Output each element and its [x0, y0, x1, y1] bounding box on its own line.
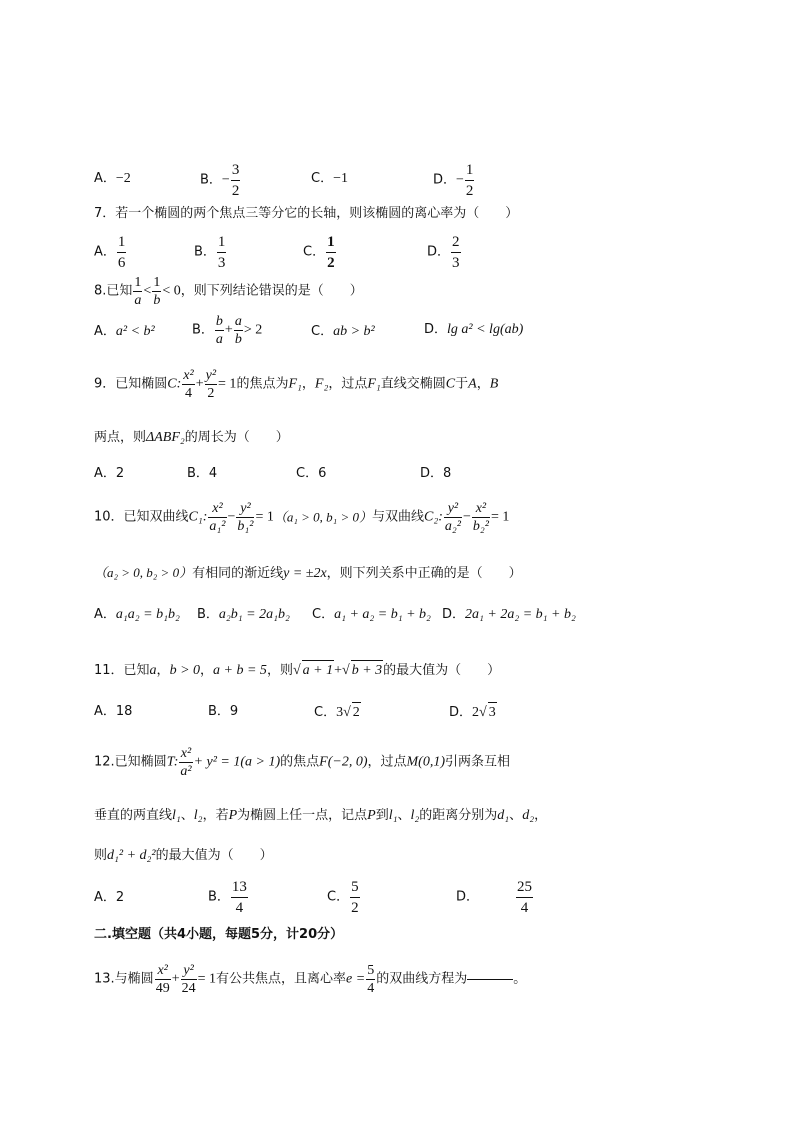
q8-option-a: A．a² < b²: [94, 324, 155, 339]
q8-option-d: D．lg a² < lg(ab): [424, 322, 524, 337]
q7-option-c: C． $\frac{1}{2}$: [303, 234, 335, 271]
q12-stem-line3: 则d₁² + d₂²的最大值为（ ）: [94, 848, 273, 863]
q13-answer-blank[interactable]: [467, 979, 513, 980]
q10-stem-line2: （a₂ > 0, b₂ > 0）有相同的渐近线y = ±2x，则下列关系中正确的是（ ）: [94, 565, 522, 581]
q9-option-c: C．6: [296, 466, 327, 481]
q8-stem: 8.已知 $\frac{1}{a}$ < $\frac{1}{b}$ < 0，则下列结论错误的是（ ）: [94, 275, 363, 308]
q7-stem: 7．若一个椭圆的两个焦点三等分它的长轴，则该椭圆的离心率为（ ）: [94, 206, 519, 221]
q11-option-b: B．9: [208, 704, 239, 719]
q7-option-a: A． $\frac{1}{6}$: [94, 234, 126, 271]
q10-option-b: B．a₂b₁ = 2a₁b₂: [197, 607, 290, 622]
q6-option-a: A．−2: [94, 171, 131, 186]
q6-option-b: B．− $\frac{3}{2}$: [200, 162, 240, 199]
q10-stem-line1: 10．已知双曲线C₁: $\frac{\text{x²}}{\text{a₁²}}$ − $\frac{\text{y²}}{\text{b₁²}}$ = 1（a₁ > 0, b₁ > 0）与双曲线C₂: $\frac{\text{y²}}{\text{a₂²}}$ − $\frac{\text{x²}}{\text{b₂²}}$ = 1: [94, 501, 510, 534]
q12-stem-line2: 垂直的两直线l₁、l₂，若P为椭圆上任一点，记点P到l₁、l₂的距离分别为d₁、d₂，: [94, 808, 548, 823]
q13-stem: 13.与椭圆 $\frac{\text{x²}}{49}$ + $\frac{\text{y²}}{24}$ = 1有公共焦点，且离心率e = $\frac{5}{4}$ 的双曲线方程为 。: [94, 963, 527, 996]
q9-stem-line2: 两点，则ΔABF₂的周长为（ ）: [94, 430, 289, 445]
q12-option-a: A．2: [94, 890, 125, 905]
q12-stem-line1: 12.已知椭圆T: $\frac{\text{x²}}{\text{a²}}$ + y² = 1(a > 1)的焦点F(−2, 0)，过点M(0,1)引两条互相: [94, 746, 511, 779]
q9-option-d: D．8: [420, 466, 452, 481]
q11-option-a: A．18: [94, 704, 133, 719]
q10-option-a: A．a₁a₂ = b₁b₂: [94, 607, 180, 622]
q8-option-c: C．ab > b²: [311, 324, 375, 339]
q8-option-b: B． $\frac{b}{a}$ + $\frac{a}{b}$ > 2: [192, 314, 263, 347]
q9-option-a: A．2: [94, 466, 125, 481]
q7-option-b: B． $\frac{1}{3}$: [194, 234, 226, 271]
q10-option-c: C．a₁ + a₂ = b₁ + b₂: [312, 607, 431, 622]
q12-option-d: D． $\frac{25}{4}$: [456, 879, 533, 916]
q12-option-b: B． $\frac{13}{4}$: [208, 879, 247, 916]
q10-option-d: D．2a₁ + 2a₂ = b₁ + b₂: [442, 607, 576, 622]
q9-option-b: B．4: [187, 466, 218, 481]
q12-option-c: C． $\frac{5}{2}$: [327, 879, 359, 916]
q6-option-d: D．− $\frac{1}{2}$: [433, 162, 474, 199]
q6-option-c: C．−1: [311, 171, 348, 186]
q9-stem-line1: 9．已知椭圆C: $\frac{\text{x²}}{4}$ + $\frac{\text{y²}}{2}$ = 1的焦点为F₁，F₂，过点F₁直线交椭圆C于A，B: [94, 368, 499, 401]
q11-option-d: D．2√ 3: [449, 702, 497, 723]
q11-stem: 11．已知a，b > 0，a + b = 5，则√ a + 1+√ b + 3的最大值为（ ）: [94, 660, 500, 681]
q7-option-d: D． $\frac{2}{3}$: [427, 234, 460, 271]
q11-option-c: C．3√ 2: [314, 702, 361, 723]
section-2-heading: 二.填空题（共4小题，每题5分，计20分）: [94, 927, 344, 942]
